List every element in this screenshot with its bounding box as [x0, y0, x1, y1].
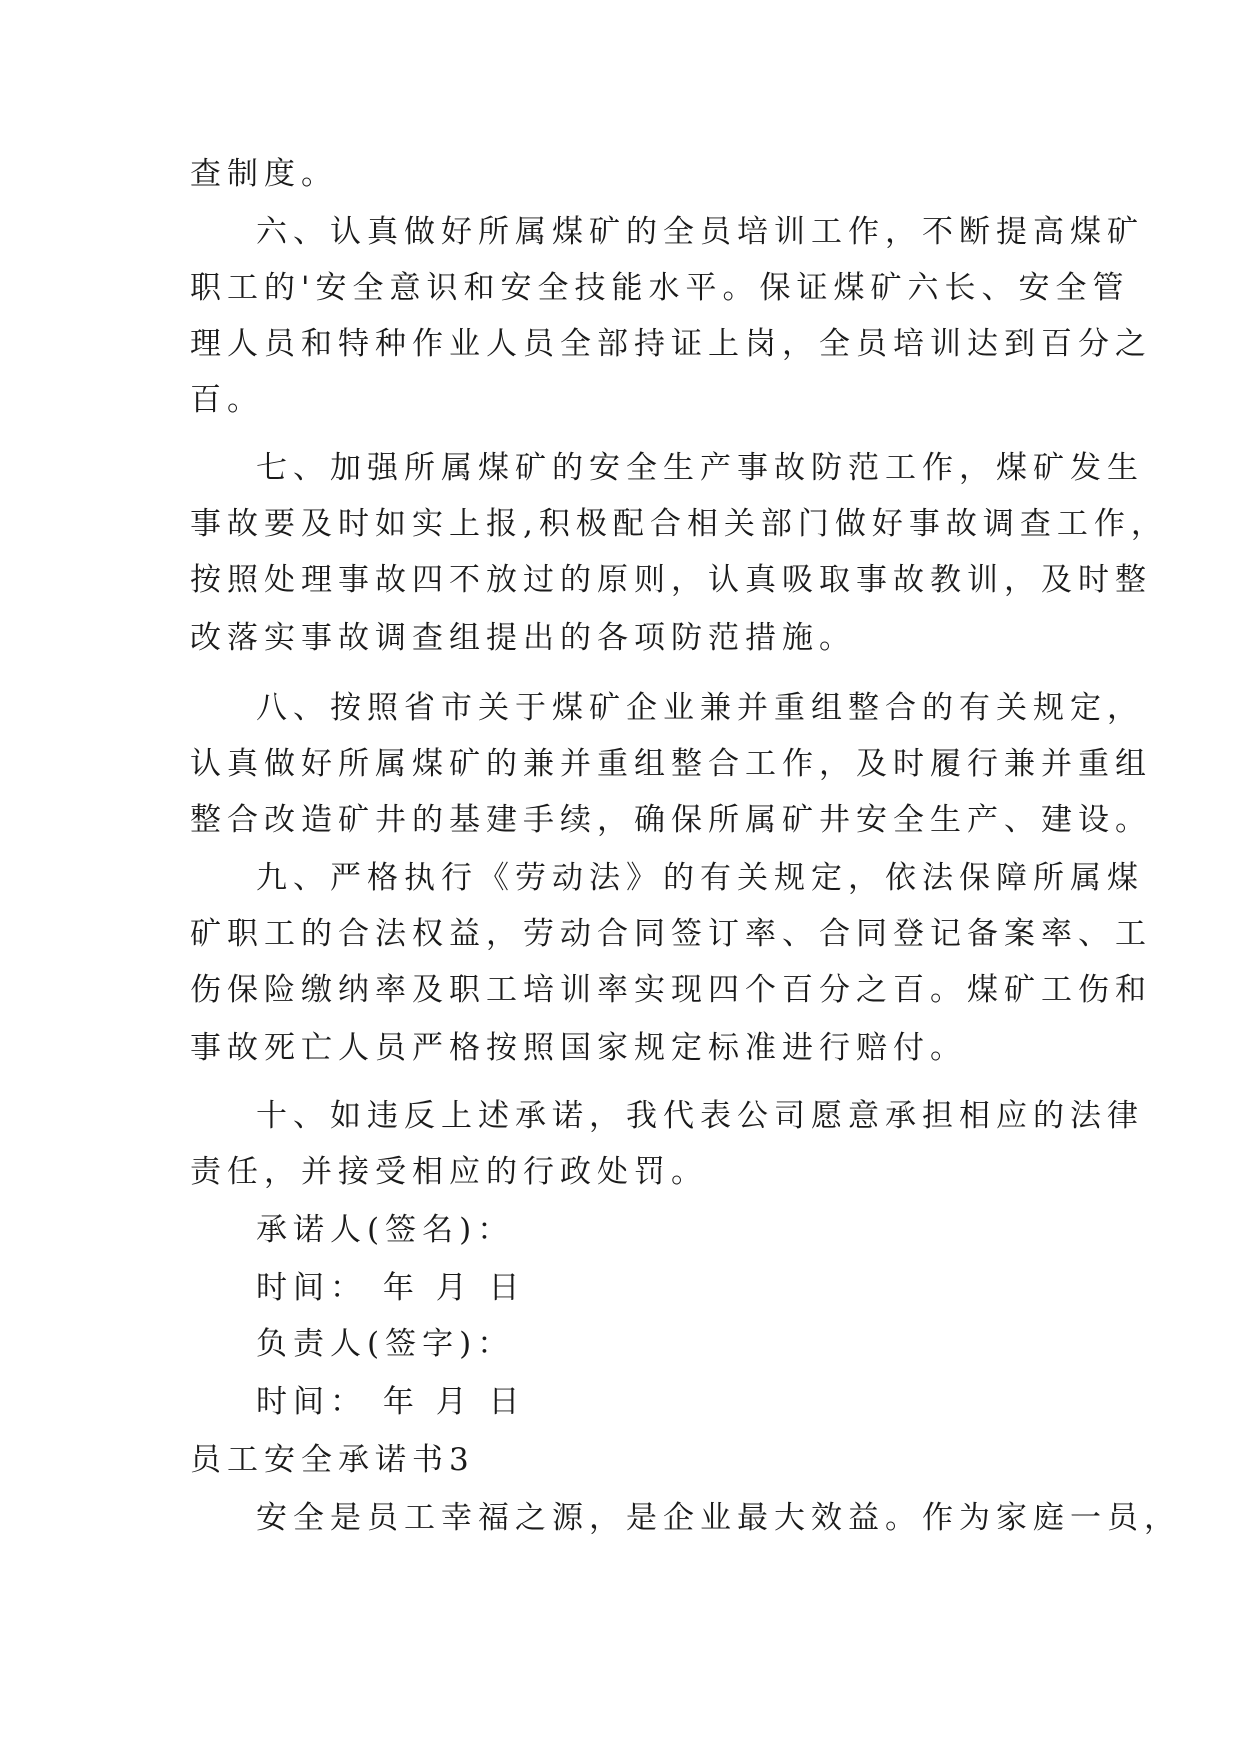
paragraph-line: 整合改造矿井的基建手续，确保所属矿井安全生产、建设。	[190, 802, 1152, 838]
paragraph-line: 百。	[190, 382, 264, 418]
paragraph-line: 认真做好所属煤矿的兼并重组整合工作，及时履行兼并重组	[190, 746, 1152, 782]
paragraph-line: 事故死亡人员严格按照国家规定标准进行赔付。	[190, 1030, 967, 1066]
date-line: 时间： 年 月 日	[256, 1270, 526, 1306]
paragraph-line: 安全是员工幸福之源，是企业最大效益。作为家庭一员，	[256, 1500, 1181, 1536]
paragraph-line: 按照处理事故四不放过的原则，认真吸取事故教训，及时整	[190, 562, 1152, 598]
date-line: 时间： 年 月 日	[256, 1384, 526, 1420]
paragraph-line: 六、认真做好所属煤矿的全员培训工作，不断提高煤矿	[256, 214, 1144, 250]
paragraph-line: 八、按照省市关于煤矿企业兼并重组整合的有关规定，	[256, 690, 1144, 726]
paragraph-line: 理人员和特种作业人员全部持证上岗，全员培训达到百分之	[190, 326, 1152, 362]
paragraph-line: 七、加强所属煤矿的安全生产事故防范工作，煤矿发生	[256, 450, 1144, 486]
paragraph-line: 十、如违反上述承诺，我代表公司愿意承担相应的法律	[256, 1098, 1144, 1134]
paragraph-line: 事故要及时如实上报,积极配合相关部门做好事故调查工作，	[190, 506, 1168, 542]
paragraph-line: 九、严格执行《劳动法》的有关规定，依法保障所属煤	[256, 860, 1144, 896]
signature-label-responsible: 负责人(签字)：	[256, 1326, 515, 1362]
signature-label-promisor: 承诺人(签名)：	[256, 1212, 515, 1248]
section-title: 员工安全承诺书3	[190, 1442, 475, 1478]
paragraph-line: 改落实事故调查组提出的各项防范措施。	[190, 620, 856, 656]
paragraph-line: 矿职工的合法权益，劳动合同签订率、合同登记备案率、工	[190, 916, 1152, 952]
paragraph-line: 职工的'安全意识和安全技能水平。保证煤矿六长、安全管	[190, 270, 1130, 306]
paragraph-line: 查制度。	[190, 156, 338, 192]
paragraph-line: 责任，并接受相应的行政处罚。	[190, 1154, 708, 1190]
paragraph-line: 伤保险缴纳率及职工培训率实现四个百分之百。煤矿工伤和	[190, 972, 1152, 1008]
